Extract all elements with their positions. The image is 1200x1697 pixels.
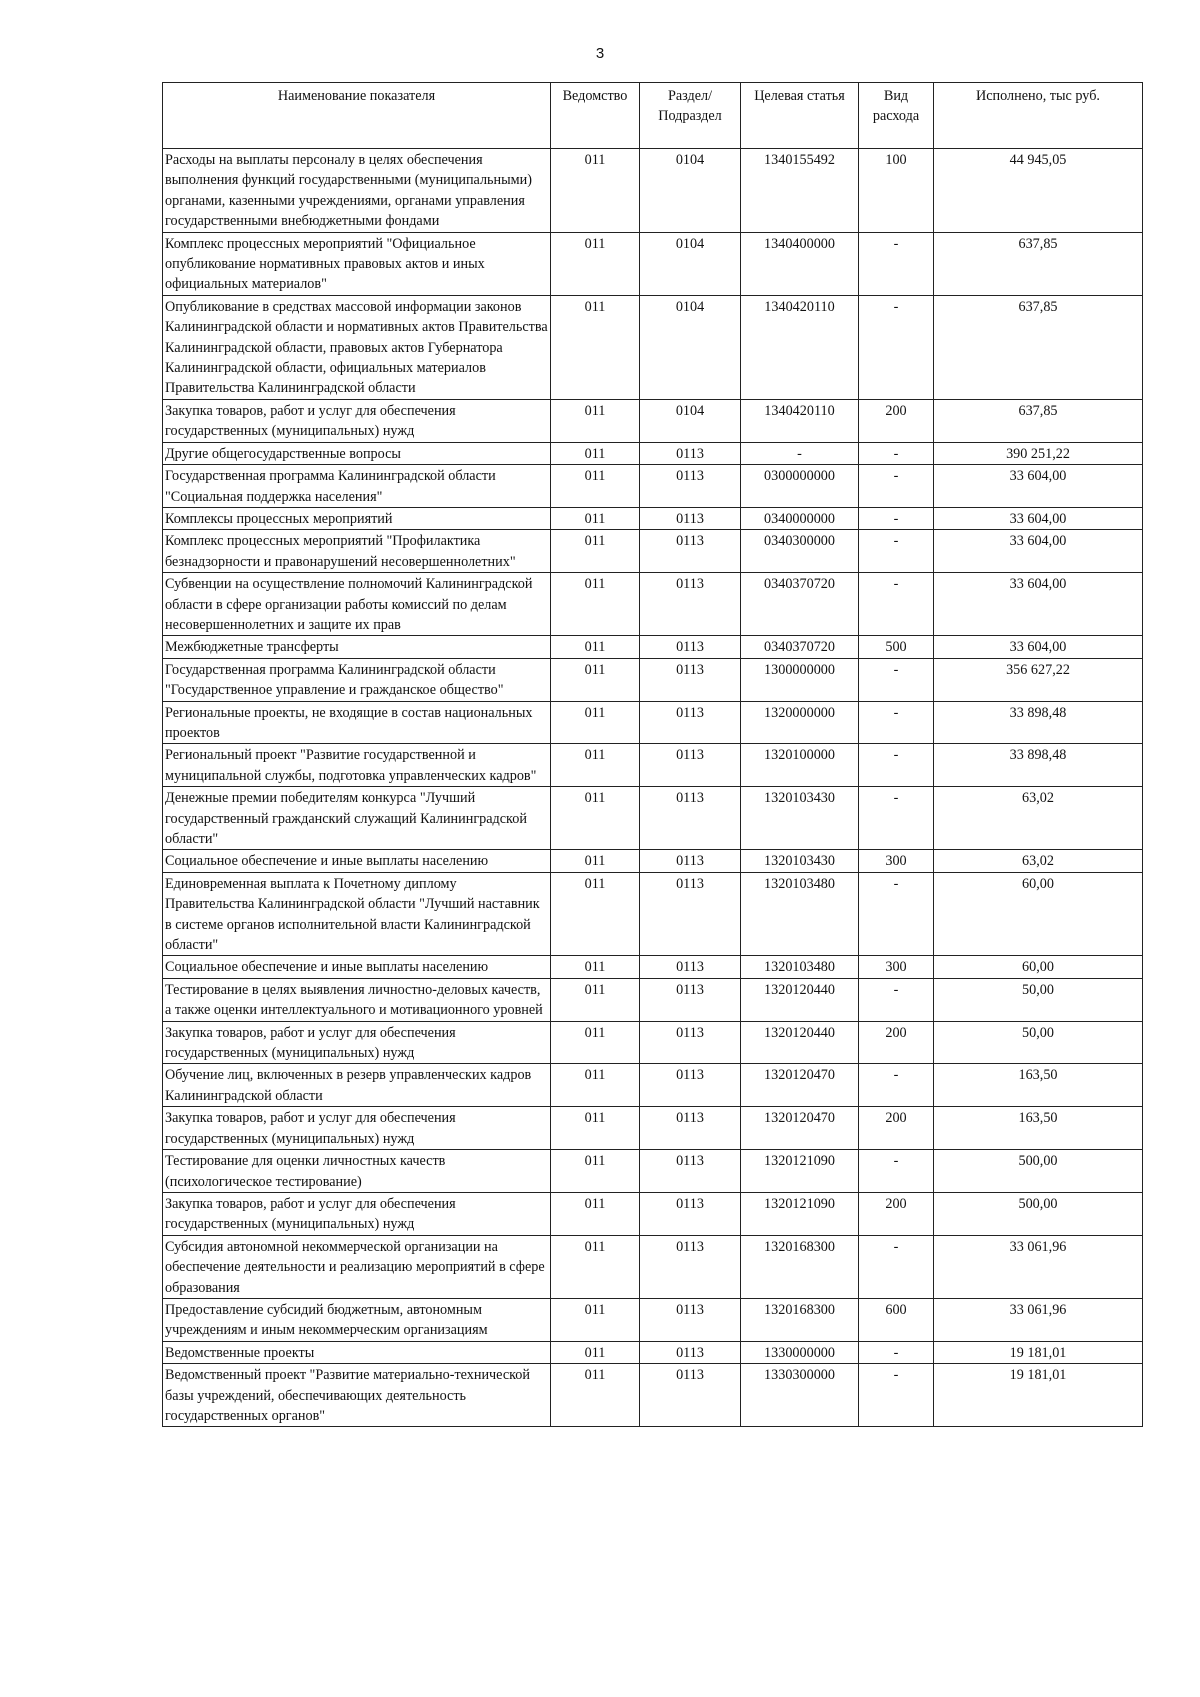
cell-ispolneno: 63,02 xyxy=(934,850,1143,872)
cell-razdel: 0113 xyxy=(640,1364,741,1427)
table-row xyxy=(163,850,1143,872)
cell-celevaya-statya: 1320103480 xyxy=(741,872,859,956)
table-row xyxy=(163,399,1143,442)
cell-vedomstvo: 011 xyxy=(551,399,640,442)
cell-name: Ведомственные проекты xyxy=(163,1341,551,1363)
cell-vid-raskhoda: 100 xyxy=(859,149,934,233)
cell-celevaya-statya: 1340155492 xyxy=(741,149,859,233)
cell-vedomstvo: 011 xyxy=(551,1064,640,1107)
table-row xyxy=(163,295,1143,399)
table-row xyxy=(163,1235,1143,1298)
cell-razdel: 0113 xyxy=(640,1341,741,1363)
cell-name: Другие общегосударственные вопросы xyxy=(163,442,551,464)
cell-razdel: 0113 xyxy=(640,465,741,508)
cell-name: Закупка товаров, работ и услуг для обеспечения государственных (муниципальных) нужд xyxy=(163,399,551,442)
table-row xyxy=(163,701,1143,744)
cell-vedomstvo: 011 xyxy=(551,442,640,464)
cell-name: Комплексы процессных мероприятий xyxy=(163,507,551,529)
cell-name: Государственная программа Калининградской области "Социальная поддержка населения" xyxy=(163,465,551,508)
cell-vid-raskhoda: 300 xyxy=(859,850,934,872)
cell-razdel: 0113 xyxy=(640,1107,741,1150)
cell-name: Закупка товаров, работ и услуг для обеспечения государственных (муниципальных) нужд xyxy=(163,1192,551,1235)
cell-celevaya-statya: 1340420110 xyxy=(741,399,859,442)
cell-razdel: 0113 xyxy=(640,872,741,956)
cell-ispolneno: 163,50 xyxy=(934,1107,1143,1150)
cell-vedomstvo: 011 xyxy=(551,1341,640,1363)
cell-name: Тестирование в целях выявления личностно-деловых качеств, а также оценки интеллектуального и мотивационного уровней xyxy=(163,978,551,1021)
table-row xyxy=(163,744,1143,787)
budget-table xyxy=(162,82,1143,1427)
cell-ispolneno: 60,00 xyxy=(934,872,1143,956)
cell-ispolneno: 50,00 xyxy=(934,978,1143,1021)
cell-name: Расходы на выплаты персоналу в целях обеспечения выполнения функций государственными (муниципальными) органами, казенными учреждениями, органами управления государственными внебюджетными фондами xyxy=(163,149,551,233)
cell-vedomstvo: 011 xyxy=(551,701,640,744)
cell-celevaya-statya: 1320168300 xyxy=(741,1235,859,1298)
cell-ispolneno: 33 604,00 xyxy=(934,636,1143,658)
cell-celevaya-statya: 1340400000 xyxy=(741,232,859,295)
cell-vid-raskhoda: - xyxy=(859,1150,934,1193)
table-row xyxy=(163,872,1143,956)
cell-celevaya-statya: 1320103430 xyxy=(741,787,859,850)
cell-celevaya-statya: 1320121090 xyxy=(741,1192,859,1235)
cell-celevaya-statya: 0340370720 xyxy=(741,573,859,636)
cell-celevaya-statya: 0300000000 xyxy=(741,465,859,508)
table-row xyxy=(163,1341,1143,1363)
cell-vedomstvo: 011 xyxy=(551,978,640,1021)
cell-vid-raskhoda: 200 xyxy=(859,1021,934,1064)
table-row xyxy=(163,530,1143,573)
cell-ispolneno: 390 251,22 xyxy=(934,442,1143,464)
table-row xyxy=(163,956,1143,978)
cell-name: Региональные проекты, не входящие в состав национальных проектов xyxy=(163,701,551,744)
cell-name: Региональный проект "Развитие государственной и муниципальной службы, подготовка управленческих кадров" xyxy=(163,744,551,787)
cell-vedomstvo: 011 xyxy=(551,658,640,701)
cell-vedomstvo: 011 xyxy=(551,1107,640,1150)
cell-vedomstvo: 011 xyxy=(551,787,640,850)
cell-name: Денежные премии победителям конкурса "Лучший государственный гражданский служащий Калининградской области" xyxy=(163,787,551,850)
cell-ispolneno: 33 604,00 xyxy=(934,573,1143,636)
header-celevaya: Целевая статья xyxy=(741,83,859,149)
cell-celevaya-statya: 0340370720 xyxy=(741,636,859,658)
cell-celevaya-statya: 1320103480 xyxy=(741,956,859,978)
cell-razdel: 0113 xyxy=(640,636,741,658)
table-row xyxy=(163,658,1143,701)
cell-vid-raskhoda: 600 xyxy=(859,1298,934,1341)
cell-celevaya-statya: 1320100000 xyxy=(741,744,859,787)
cell-razdel: 0113 xyxy=(640,1021,741,1064)
cell-celevaya-statya: 1330300000 xyxy=(741,1364,859,1427)
cell-celevaya-statya: 1320120470 xyxy=(741,1064,859,1107)
cell-vid-raskhoda: - xyxy=(859,701,934,744)
cell-celevaya-statya: 1320120440 xyxy=(741,978,859,1021)
cell-vid-raskhoda: 200 xyxy=(859,1107,934,1150)
table-body xyxy=(163,149,1143,1427)
cell-ispolneno: 44 945,05 xyxy=(934,149,1143,233)
cell-ispolneno: 356 627,22 xyxy=(934,658,1143,701)
table-row xyxy=(163,232,1143,295)
cell-vedomstvo: 011 xyxy=(551,850,640,872)
cell-ispolneno: 33 604,00 xyxy=(934,465,1143,508)
header-name: Наименование показателя xyxy=(163,83,551,149)
cell-celevaya-statya: 1320103430 xyxy=(741,850,859,872)
cell-name: Предоставление субсидий бюджетным, автономным учреждениям и иным некоммерческим организациям xyxy=(163,1298,551,1341)
cell-ispolneno: 637,85 xyxy=(934,295,1143,399)
cell-razdel: 0113 xyxy=(640,1192,741,1235)
cell-vedomstvo: 011 xyxy=(551,636,640,658)
cell-vedomstvo: 011 xyxy=(551,573,640,636)
cell-razdel: 0113 xyxy=(640,507,741,529)
cell-vedomstvo: 011 xyxy=(551,1364,640,1427)
cell-ispolneno: 163,50 xyxy=(934,1064,1143,1107)
cell-vedomstvo: 011 xyxy=(551,956,640,978)
cell-ispolneno: 33 061,96 xyxy=(934,1235,1143,1298)
cell-name: Социальное обеспечение и иные выплаты населению xyxy=(163,850,551,872)
header-ispolneno: Исполнено, тыс руб. xyxy=(934,83,1143,149)
table-row xyxy=(163,787,1143,850)
cell-name: Опубликование в средствах массовой информации законов Калининградской области и нормативных актов Правительства Калининградской области, правовых актов Губернатора Калининградской области, официальных материалов Правительства Калининградской области xyxy=(163,295,551,399)
header-vedomstvo: Ведомство xyxy=(551,83,640,149)
cell-vid-raskhoda: - xyxy=(859,573,934,636)
cell-vid-raskhoda: - xyxy=(859,507,934,529)
cell-ispolneno: 500,00 xyxy=(934,1192,1143,1235)
table-row xyxy=(163,1364,1143,1427)
cell-vid-raskhoda: 200 xyxy=(859,399,934,442)
table-row xyxy=(163,573,1143,636)
cell-razdel: 0113 xyxy=(640,787,741,850)
cell-ispolneno: 19 181,01 xyxy=(934,1341,1143,1363)
table-row xyxy=(163,1298,1143,1341)
table-row xyxy=(163,1021,1143,1064)
table-row xyxy=(163,465,1143,508)
cell-celevaya-statya: 1320168300 xyxy=(741,1298,859,1341)
cell-ispolneno: 63,02 xyxy=(934,787,1143,850)
cell-razdel: 0104 xyxy=(640,232,741,295)
cell-razdel: 0113 xyxy=(640,850,741,872)
cell-vedomstvo: 011 xyxy=(551,1192,640,1235)
cell-vid-raskhoda: - xyxy=(859,744,934,787)
cell-name: Субсидия автономной некоммерческой организации на обеспечение деятельности и реализацию мероприятий в сфере образования xyxy=(163,1235,551,1298)
cell-razdel: 0113 xyxy=(640,956,741,978)
cell-razdel: 0113 xyxy=(640,1150,741,1193)
cell-vedomstvo: 011 xyxy=(551,1021,640,1064)
cell-vid-raskhoda: - xyxy=(859,787,934,850)
cell-vid-raskhoda: 300 xyxy=(859,956,934,978)
cell-celevaya-statya: 1320120440 xyxy=(741,1021,859,1064)
cell-ispolneno: 33 061,96 xyxy=(934,1298,1143,1341)
cell-razdel: 0113 xyxy=(640,530,741,573)
cell-razdel: 0113 xyxy=(640,701,741,744)
table-row xyxy=(163,1192,1143,1235)
cell-vid-raskhoda: 200 xyxy=(859,1192,934,1235)
cell-celevaya-statya: 0340300000 xyxy=(741,530,859,573)
table-row xyxy=(163,978,1143,1021)
header-vid: Вид расхода xyxy=(859,83,934,149)
cell-vid-raskhoda: - xyxy=(859,530,934,573)
cell-razdel: 0104 xyxy=(640,295,741,399)
cell-vid-raskhoda: - xyxy=(859,1064,934,1107)
cell-razdel: 0113 xyxy=(640,978,741,1021)
cell-name: Закупка товаров, работ и услуг для обеспечения государственных (муниципальных) нужд xyxy=(163,1021,551,1064)
cell-vedomstvo: 011 xyxy=(551,1298,640,1341)
cell-vid-raskhoda: - xyxy=(859,1364,934,1427)
cell-vedomstvo: 011 xyxy=(551,530,640,573)
table-row xyxy=(163,1107,1143,1150)
cell-vedomstvo: 011 xyxy=(551,149,640,233)
cell-name: Единовременная выплата к Почетному диплому Правительства Калининградской области "Лучший наставник в системе органов исполнительной власти Калининградской области" xyxy=(163,872,551,956)
cell-celevaya-statya: 1340420110 xyxy=(741,295,859,399)
table-header-row xyxy=(163,83,1143,149)
cell-celevaya-statya: 1320120470 xyxy=(741,1107,859,1150)
page-number: 3 xyxy=(595,45,605,62)
cell-vid-raskhoda: - xyxy=(859,465,934,508)
cell-razdel: 0113 xyxy=(640,658,741,701)
cell-vedomstvo: 011 xyxy=(551,295,640,399)
cell-ispolneno: 637,85 xyxy=(934,232,1143,295)
cell-ispolneno: 50,00 xyxy=(934,1021,1143,1064)
cell-vedomstvo: 011 xyxy=(551,872,640,956)
cell-celevaya-statya: 1320121090 xyxy=(741,1150,859,1193)
cell-razdel: 0113 xyxy=(640,573,741,636)
cell-vid-raskhoda: - xyxy=(859,442,934,464)
cell-vedomstvo: 011 xyxy=(551,744,640,787)
cell-vid-raskhoda: - xyxy=(859,872,934,956)
cell-ispolneno: 33 604,00 xyxy=(934,507,1143,529)
cell-ispolneno: 637,85 xyxy=(934,399,1143,442)
cell-name: Комплекс процессных мероприятий "Официальное опубликование нормативных правовых актов и иных официальных материалов" xyxy=(163,232,551,295)
cell-vid-raskhoda: - xyxy=(859,978,934,1021)
cell-vid-raskhoda: - xyxy=(859,658,934,701)
cell-razdel: 0113 xyxy=(640,1064,741,1107)
cell-name: Закупка товаров, работ и услуг для обеспечения государственных (муниципальных) нужд xyxy=(163,1107,551,1150)
cell-razdel: 0113 xyxy=(640,744,741,787)
table-row xyxy=(163,507,1143,529)
table-row xyxy=(163,149,1143,233)
cell-razdel: 0104 xyxy=(640,399,741,442)
cell-vid-raskhoda: 500 xyxy=(859,636,934,658)
cell-ispolneno: 60,00 xyxy=(934,956,1143,978)
cell-razdel: 0113 xyxy=(640,1235,741,1298)
cell-razdel: 0113 xyxy=(640,442,741,464)
cell-razdel: 0104 xyxy=(640,149,741,233)
cell-vid-raskhoda: - xyxy=(859,232,934,295)
cell-ispolneno: 33 898,48 xyxy=(934,744,1143,787)
cell-celevaya-statya: 1320000000 xyxy=(741,701,859,744)
cell-ispolneno: 19 181,01 xyxy=(934,1364,1143,1427)
cell-celevaya-statya: - xyxy=(741,442,859,464)
table-row xyxy=(163,1064,1143,1107)
cell-name: Тестирование для оценки личностных качеств (психологическое тестирование) xyxy=(163,1150,551,1193)
table-row xyxy=(163,636,1143,658)
cell-vedomstvo: 011 xyxy=(551,232,640,295)
table-row xyxy=(163,442,1143,464)
cell-vid-raskhoda: - xyxy=(859,295,934,399)
cell-name: Обучение лиц, включенных в резерв управленческих кадров Калининградской области xyxy=(163,1064,551,1107)
cell-name: Ведомственный проект "Развитие материально-технической базы учреждений, обеспечивающих деятельность государственных органов" xyxy=(163,1364,551,1427)
cell-celevaya-statya: 1330000000 xyxy=(741,1341,859,1363)
header-razdel: Раздел/ Подраздел xyxy=(640,83,741,149)
cell-vid-raskhoda: - xyxy=(859,1235,934,1298)
cell-name: Государственная программа Калининградской области "Государственное управление и гражданское общество" xyxy=(163,658,551,701)
table-row xyxy=(163,1150,1143,1193)
cell-vedomstvo: 011 xyxy=(551,1150,640,1193)
cell-name: Социальное обеспечение и иные выплаты населению xyxy=(163,956,551,978)
cell-celevaya-statya: 1300000000 xyxy=(741,658,859,701)
cell-name: Межбюджетные трансферты xyxy=(163,636,551,658)
cell-celevaya-statya: 0340000000 xyxy=(741,507,859,529)
cell-name: Субвенции на осуществление полномочий Калининградской области в сфере организации работы комиссий по делам несовершеннолетних и защите их прав xyxy=(163,573,551,636)
cell-ispolneno: 500,00 xyxy=(934,1150,1143,1193)
cell-ispolneno: 33 898,48 xyxy=(934,701,1143,744)
cell-ispolneno: 33 604,00 xyxy=(934,530,1143,573)
cell-razdel: 0113 xyxy=(640,1298,741,1341)
cell-vedomstvo: 011 xyxy=(551,1235,640,1298)
cell-name: Комплекс процессных мероприятий "Профилактика безнадзорности и правонарушений несовершеннолетних" xyxy=(163,530,551,573)
cell-vedomstvo: 011 xyxy=(551,465,640,508)
cell-vid-raskhoda: - xyxy=(859,1341,934,1363)
cell-vedomstvo: 011 xyxy=(551,507,640,529)
